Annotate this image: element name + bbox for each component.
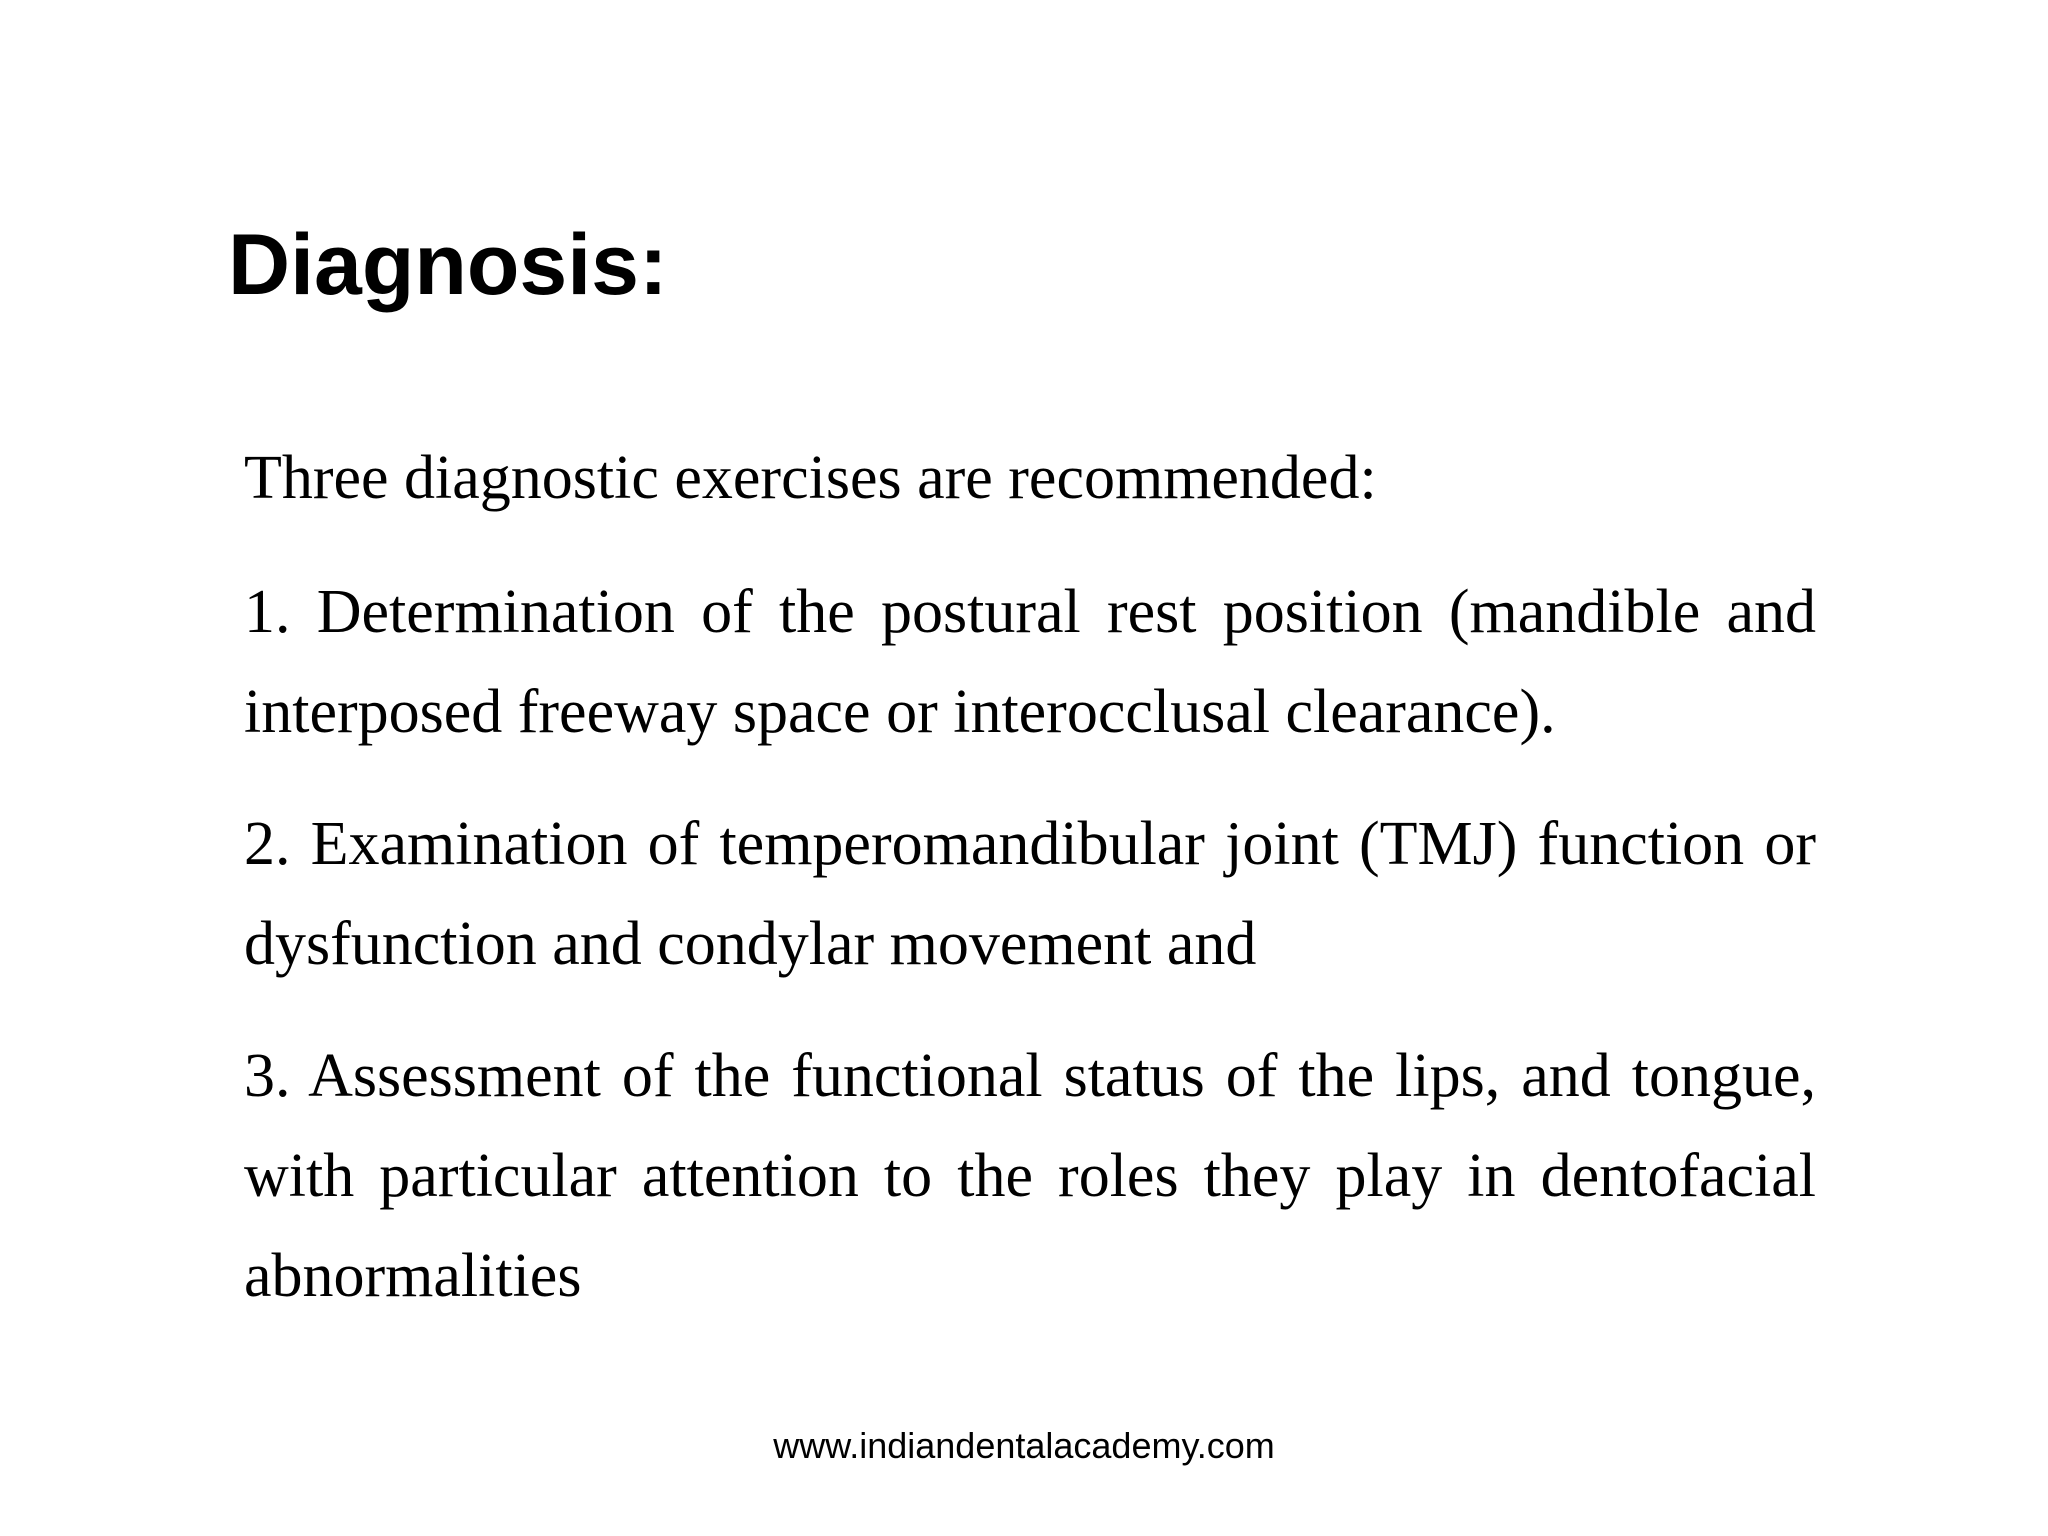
slide-body <box>244 428 1816 1326</box>
list-item-3: 3. Assessment of the functional status of the lips, and tongue, with particular attention to the roles they play in dentofacial abnormalities <box>244 1042 1816 1310</box>
slide-title: Diagnosis: <box>228 217 668 313</box>
footer-url: www.indiandentalacademy.com <box>773 1425 1275 1466</box>
list-item-2: 2. Examination of temperomandibular joint (TMJ) function or dysfunction and condylar movement and <box>244 810 1816 978</box>
intro-text: Three diagnostic exercises are recommended: <box>244 444 1377 512</box>
list-item-1: 1. Determination of the postural rest position (mandible and interposed freeway space or interocclusal clearance). <box>244 578 1816 746</box>
